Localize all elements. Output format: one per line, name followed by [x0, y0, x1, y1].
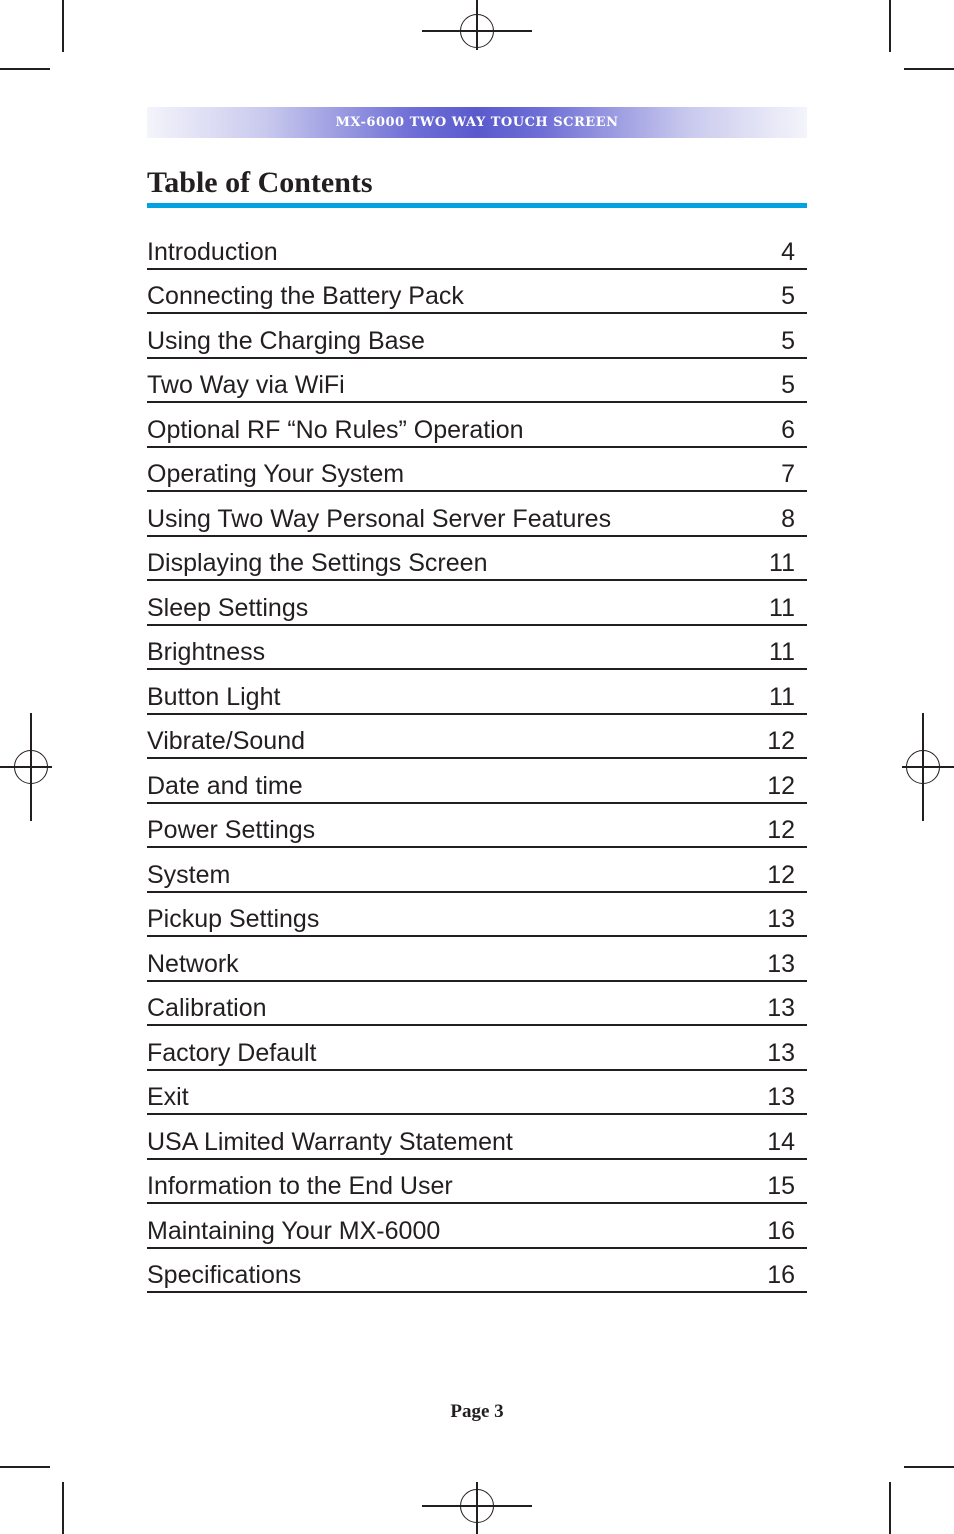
- toc-entry[interactable]: [147, 848, 807, 893]
- toc-entry-label: Network: [147, 949, 239, 978]
- toc-entry-label: Date and time: [147, 771, 303, 800]
- toc-entry-page: 11: [769, 549, 795, 577]
- crop-mark: [0, 68, 50, 70]
- toc-entry-page: 8: [781, 504, 795, 533]
- toc-entry[interactable]: [147, 314, 807, 359]
- title-rule: [147, 203, 807, 208]
- toc-entry-label: Introduction: [147, 237, 278, 266]
- toc-entry[interactable]: [147, 715, 807, 760]
- toc-entry-label: Brightness: [147, 638, 266, 666]
- registration-mark-line: [902, 766, 954, 768]
- toc-entry-label: Optional RF “No Rules” Operation: [147, 415, 524, 444]
- toc-entry[interactable]: [147, 492, 807, 537]
- toc-entry-page: 13: [767, 949, 795, 978]
- toc-entry-label: Information to the End User: [147, 1172, 453, 1200]
- toc-entry-label: Button Light: [147, 682, 281, 711]
- toc-entry-label: Two Way via WiFi: [147, 371, 345, 399]
- header-title: MX-6000 TWO WAY TOUCH SCREEN: [335, 115, 619, 130]
- toc-entry-page: 11: [769, 682, 795, 711]
- toc-entry[interactable]: [147, 937, 807, 982]
- toc-entry-label: System: [147, 860, 231, 889]
- registration-mark-line: [0, 766, 52, 768]
- toc-entry-page: 15: [767, 1172, 795, 1200]
- toc-entry-label: Power Settings: [147, 816, 316, 844]
- toc-entry[interactable]: [147, 225, 807, 270]
- crop-mark: [62, 1482, 64, 1534]
- toc-entry-label: Pickup Settings: [147, 905, 320, 933]
- registration-mark-line: [30, 713, 32, 821]
- toc-entry[interactable]: [147, 403, 807, 448]
- toc-entry[interactable]: [147, 359, 807, 404]
- toc-entry[interactable]: [147, 1115, 807, 1160]
- toc-entry[interactable]: [147, 448, 807, 493]
- toc-entry-label: Operating Your System: [147, 460, 405, 488]
- crop-mark: [889, 1482, 891, 1534]
- toc-entry-page: 12: [767, 771, 795, 800]
- registration-mark-line: [476, 1482, 478, 1534]
- toc-entry-label: Exit: [147, 1083, 189, 1111]
- crop-mark: [904, 1466, 954, 1468]
- toc-entry[interactable]: [147, 893, 807, 938]
- toc-entry-label: Factory Default: [147, 1038, 317, 1067]
- crop-mark: [62, 0, 64, 52]
- crop-mark: [889, 0, 891, 52]
- toc-entry[interactable]: [147, 1071, 807, 1116]
- toc-entry-page: 5: [781, 371, 795, 399]
- toc-list: [147, 225, 807, 1293]
- toc-entry-page: 12: [767, 727, 795, 755]
- toc-entry[interactable]: [147, 1204, 807, 1249]
- toc-entry[interactable]: [147, 270, 807, 315]
- toc-entry-label: Displaying the Settings Screen: [147, 549, 488, 577]
- toc-entry-label: Connecting the Battery Pack: [147, 282, 464, 310]
- toc-entry-label: Vibrate/Sound: [147, 727, 305, 755]
- toc-entry[interactable]: [147, 537, 807, 582]
- toc-entry-label: Using Two Way Personal Server Features: [147, 504, 612, 533]
- crop-mark: [0, 1466, 50, 1468]
- toc-entry-page: 12: [767, 860, 795, 889]
- registration-mark-line: [476, 0, 478, 50]
- toc-entry-label: Calibration: [147, 994, 267, 1022]
- toc-entry[interactable]: [147, 759, 807, 804]
- toc-entry-page: 5: [781, 282, 795, 310]
- toc-entry-page: 11: [769, 638, 795, 666]
- toc-entry[interactable]: [147, 982, 807, 1027]
- toc-entry-page: 13: [767, 994, 795, 1022]
- toc-entry-page: 5: [781, 326, 795, 355]
- toc-entry-page: 13: [767, 1083, 795, 1111]
- page-number: Page 3: [450, 1401, 504, 1422]
- toc-entry-page: 13: [767, 905, 795, 933]
- toc-entry-page: 6: [781, 415, 795, 444]
- toc-entry-label: Specifications: [147, 1261, 302, 1289]
- toc-entry-label: Using the Charging Base: [147, 326, 425, 355]
- toc-entry-page: 12: [767, 816, 795, 844]
- header-band: [147, 107, 807, 138]
- toc-entry-label: USA Limited Warranty Statement: [147, 1127, 513, 1156]
- toc-entry[interactable]: [147, 804, 807, 849]
- crop-mark: [904, 68, 954, 70]
- toc-entry-label: Sleep Settings: [147, 593, 309, 622]
- toc-entry[interactable]: [147, 670, 807, 715]
- toc-entry-page: 11: [769, 593, 795, 622]
- toc-entry-label: Maintaining Your MX-6000: [147, 1216, 441, 1245]
- toc-entry[interactable]: [147, 1249, 807, 1294]
- toc-entry-page: 14: [767, 1127, 795, 1156]
- toc-entry[interactable]: [147, 581, 807, 626]
- toc-entry[interactable]: [147, 1026, 807, 1071]
- toc-title: Table of Contents: [147, 166, 373, 199]
- toc-entry-page: 4: [781, 237, 795, 266]
- toc-entry[interactable]: [147, 1160, 807, 1205]
- toc-entry-page: 13: [767, 1038, 795, 1067]
- toc-entry-page: 16: [767, 1216, 795, 1245]
- toc-entry-page: 7: [781, 460, 795, 488]
- toc-entry[interactable]: [147, 626, 807, 671]
- toc-entry-page: 16: [767, 1261, 795, 1289]
- registration-mark-line: [922, 713, 924, 821]
